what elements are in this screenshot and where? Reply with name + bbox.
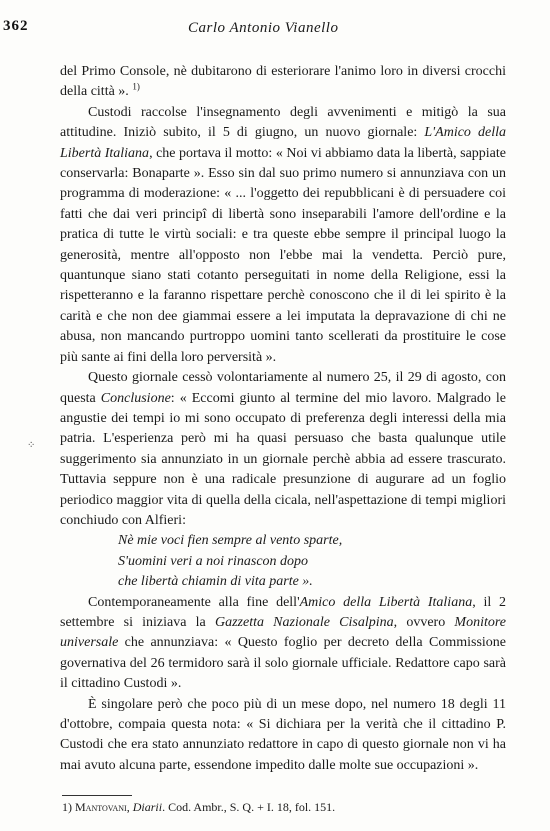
conclusione-title: Conclusione [100,390,171,406]
paragraph-5-text: È singolare però che poco più di un mese dopo, nel numero 18 degli 11 d'ottobre, compaia questa nota: « Si dichiara per la verità che il cittadino P. Custodi che era stato annunziato redattore in capo di questo giornale non vi ha mai avuto alcuna parte, essendone impedito dalle molte sue occupazioni ». [60,696,506,773]
footnote [62,800,502,815]
paragraph-3-text-b: : « Eccomi giunto al termine del mio lavoro. Malgrado le angustie dei tempi io mi sono occupato di preferenza degli interessi della mia patria. L'esperienza però mi ha quasi persuaso che basta qualunque utile suggerimento sia annunziato in un giornale perchè abbia ad essere trascurato. Tuttavia seppure non è una radicale presunzione di augurare ad un foglio periodico maggior vita di quella della cicala, nell'aspettazione di tempi migliori conchiudo con Alfieri: [60,390,506,528]
paragraph-4-text-c: , ovvero [393,614,455,630]
page-header [0,18,550,42]
paragraph-2 [60,103,506,368]
footnote-citation: . Cod. Ambr., S. Q. + I. 18, fol. 151. [162,800,336,814]
paragraph-3 [60,368,506,531]
footnote-separator: , [126,800,133,814]
footnote-reference[interactable]: 1) [132,81,140,92]
running-title: Carlo Antonio Vianello [188,20,339,36]
paragraph-5 [60,695,506,777]
verse-line: S'uomini veri a noi rinascon dopo [118,553,309,569]
paragraph-2-text-b: , che portava il motto: « Noi vi abbiamo data la libertà, sappiate conservarla: Bonaparte ». Esso sin dal suo primo numero si annunziava con un programma di moderazione: « ... l'oggetto dei repubblicani è di persuadere coi fatti che dai veri principî di libertà sono inseparabili l'amore dell'ordine e la pratica di tutte le virtù sociali: e tra queste ebbe sempre il principal luogo la generosità, mentre all'opposto non l'ebbe mai la vendetta. Perciò pure, quantunque siano stati cotanto perseguitati in nome della Religione, essi la rispetteranno e la faranno rispettare perchè conoscono che il di lei spirito è la carità e che non dee giammai essere a lei imputata la depravazione di chi ne abusa, non mancando purtroppo uomini tanto scellerati da prostituire le cose più sante ai fini della loro perversità ». [60,145,506,365]
newspaper-title-amico: Amico della Libertà Italiana [299,594,473,610]
paragraph-2-text-a: Custodi raccolse l'insegnamento degli avvenimenti e mitigò la sua attitudine. Iniziò subito, il 5 di giugno, un nuovo giornale: [60,104,506,141]
paragraph-4 [60,593,506,695]
footnote-mark: 1) [62,800,72,814]
footnote-divider [62,795,132,796]
paragraph-4-text-a: Contemporaneamente alla fine dell' [88,594,300,610]
verse-line: Nè mie voci fien sempre al vento sparte, [118,533,343,549]
paragraph-3-text-a: Questo giornale cessò volontariamente al numero 25, il 29 di agosto, con questa [60,370,506,406]
newspaper-title-amico: L'Amico della Libertà Italiana [60,125,506,161]
paragraph-1 [60,62,506,103]
newspaper-title-monitore: Monitore universale [60,614,506,651]
footnote-author: Mantovani [75,800,127,814]
paragraph-1-text: del Primo Console, nè dubitarono di esteriorare l'animo loro in diversi crocchi della città ». [60,64,506,100]
newspaper-title-gazzetta: Gazzetta Nazionale Cisalpina [214,614,394,630]
verse-quote [118,531,506,592]
margin-mark-icon: ⁘ [27,440,36,451]
paragraph-4-text-b: , il 2 settembre si iniziava la [60,594,506,630]
verse-line: che libertà chiamin di vita parte ». [118,574,313,590]
paragraph-4-text-d: che annunziava: « Questo foglio per decreto della Commissione governativa del 26 termidoro sarà il solo giornale ufficiale. Redattore capo sarà il cittadino Custodi ». [60,635,506,692]
footnote-work: Diarii [132,800,163,814]
main-text [60,62,506,776]
page-number: 362 [3,18,29,34]
